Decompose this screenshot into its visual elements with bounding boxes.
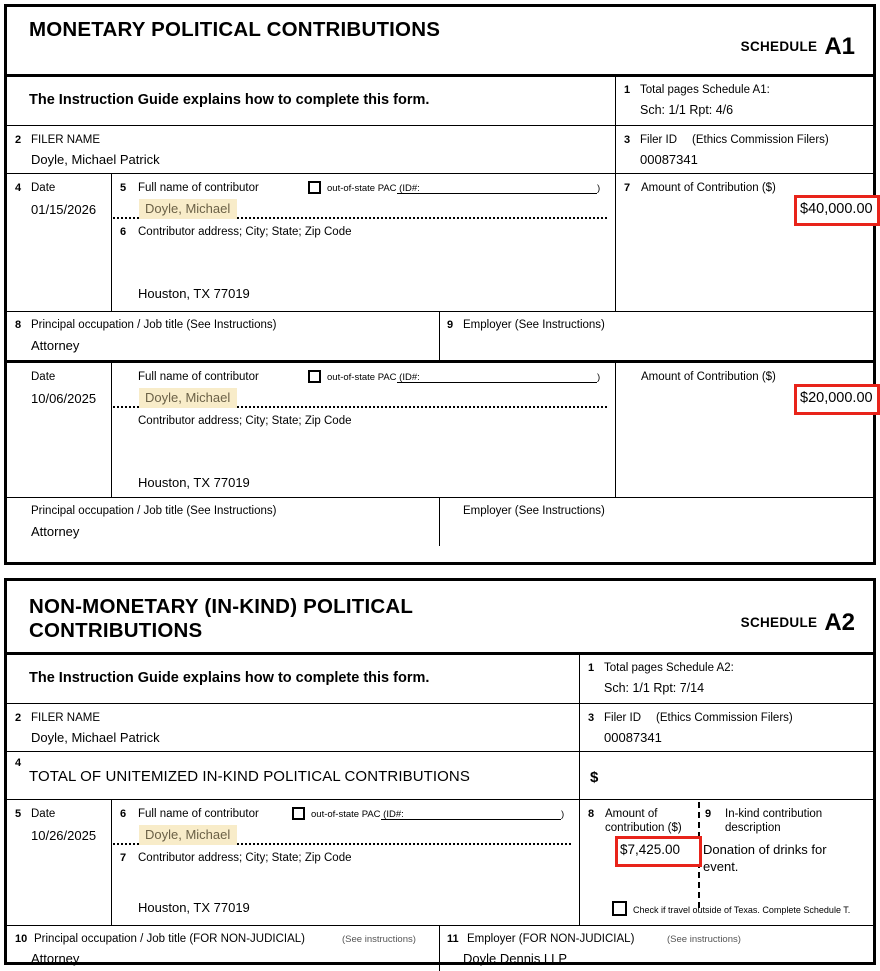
a1-e1-employer-label: Employer (See Instructions) — [463, 319, 605, 331]
a2-e1-travel-outside-texas-checkbox[interactable] — [612, 901, 627, 916]
a2-e1-occupation-note: (See instructions) — [342, 934, 416, 945]
a1-contribution-entry-2 — [7, 360, 873, 498]
a2-total-pages-label: Total pages Schedule A2: — [604, 662, 734, 674]
a1-e1-amount-number: 7 — [624, 182, 631, 194]
a1-e2-pac-close: ) — [597, 372, 601, 383]
a1-filer-name-label: FILER NAME — [31, 134, 101, 146]
a1-schedule-word: SCHEDULE — [740, 39, 818, 54]
a1-e1-address-label: Contributor address; City; State; Zip Code — [138, 226, 352, 238]
a1-e2-out-of-state-pac-checkbox[interactable] — [308, 370, 321, 383]
a2-unitemized-value-cell[interactable] — [579, 752, 873, 799]
a1-e1-pac-label: out-of-state PAC (ID#: — [327, 183, 420, 194]
a1-e2-divider-date — [111, 363, 112, 497]
a2-e1-amount-label-line2: contribution ($) — [605, 822, 682, 834]
a2-e1-amount-value[interactable]: $7,425.00 — [620, 842, 681, 857]
a2-occupation-row — [7, 926, 873, 971]
a2-e1-employer-value[interactable]: Doyle Dennis LLP — [463, 951, 568, 966]
a1-e1-occupation-value[interactable]: Attorney — [31, 338, 80, 353]
a1-e2-pac-id-line[interactable] — [397, 382, 597, 383]
a2-e1-address-number: 7 — [120, 852, 127, 864]
a1-instruction-row — [7, 77, 873, 126]
a2-total-pages-number: 1 — [588, 662, 595, 674]
a2-filer-id-cell — [579, 704, 873, 751]
a2-e1-pac-id-line[interactable] — [381, 819, 561, 820]
a2-e1-inkind-number: 9 — [705, 808, 712, 820]
a1-e2-divider-amount — [615, 363, 616, 497]
a1-title-band — [7, 7, 873, 77]
a2-e1-name-number: 6 — [120, 808, 127, 820]
a2-e1-date-label: Date — [31, 808, 56, 820]
a2-e1-employer-label: Employer (FOR NON-JUDICIAL) — [467, 933, 635, 945]
a1-total-pages-label: Total pages Schedule A1: — [640, 84, 770, 96]
a2-filer-row — [7, 704, 873, 752]
a1-e1-out-of-state-pac-checkbox[interactable] — [308, 181, 321, 194]
a1-e1-contributor-name-text: Doyle, Michael — [139, 199, 237, 219]
a1-e2-contributor-name-text: Doyle, Michael — [139, 388, 237, 408]
a1-e2-address-label: Contributor address; City; State; Zip Code — [138, 415, 352, 427]
a1-e1-date-number: 4 — [15, 182, 22, 194]
a2-e1-employer-number: 11 — [447, 933, 459, 945]
a2-e1-pac-label: out-of-state PAC (ID#: — [311, 809, 404, 820]
a1-filer-row — [7, 126, 873, 174]
a1-e1-occupation-label: Principal occupation / Job title (See Instructions) — [31, 319, 277, 331]
a2-e1-contributor-name[interactable] — [139, 825, 237, 845]
a1-e1-contributor-name[interactable] — [139, 199, 237, 219]
a1-filer-id-note: (Ethics Commission Filers) — [692, 134, 829, 146]
a2-unitemized-number: 4 — [15, 757, 22, 769]
a1-e1-divider-amount — [615, 174, 616, 311]
a2-e1-date-value[interactable]: 10/26/2025 — [31, 828, 97, 843]
a1-schedule-code: A1 — [824, 33, 855, 60]
a2-schedule-code: A2 — [824, 609, 855, 636]
a2-filer-name-label: FILER NAME — [31, 712, 101, 724]
a2-e1-inkind-label-line2: description — [725, 822, 781, 834]
a2-unitemized-label: TOTAL OF UNITEMIZED IN-KIND POLITICAL CONTRIBUTIONS — [29, 768, 470, 785]
a1-e1-pac-id-line[interactable] — [397, 193, 597, 194]
a2-e1-divider-amount — [579, 800, 580, 925]
a1-filer-id-cell — [615, 126, 873, 173]
a2-e1-inkind-description-line1[interactable]: Donation of drinks for — [703, 842, 827, 857]
a2-e1-out-of-state-pac-checkbox[interactable] — [292, 807, 305, 820]
a1-contribution-entry-1 — [7, 174, 873, 312]
a1-e2-date-value[interactable]: 10/06/2025 — [31, 391, 97, 406]
a2-filer-id-label: Filer ID — [604, 712, 642, 724]
a2-occ-divider — [439, 926, 440, 971]
a1-e2-contributor-name[interactable] — [139, 388, 237, 408]
a2-e1-contributor-name-text: Doyle, Michael — [139, 825, 237, 845]
a2-e1-employer-note: (See instructions) — [667, 934, 741, 945]
a1-occ2-divider — [439, 498, 440, 546]
a1-filer-name-number: 2 — [15, 134, 22, 146]
a2-e1-occupation-value[interactable]: Attorney — [31, 951, 80, 966]
a2-schedule-label — [741, 609, 855, 637]
a2-e1-divider-date — [111, 800, 112, 925]
a1-e1-employer-number: 9 — [447, 319, 454, 331]
a1-e2-employer-label: Employer (See Instructions) — [463, 505, 605, 517]
a1-e2-address-value[interactable]: Houston, TX 77019 — [138, 475, 250, 490]
a1-e1-divider-date — [111, 174, 112, 311]
a2-e1-inkind-label-line1: In-kind contribution — [725, 808, 823, 820]
a2-e1-amount-label-line1: Amount of — [605, 808, 658, 820]
a2-filer-name-number: 2 — [15, 712, 22, 724]
a1-e2-name-label: Full name of contributor — [138, 371, 259, 383]
a2-e1-inkind-description-line2[interactable]: event. — [703, 859, 739, 874]
a1-e1-amount-label: Amount of Contribution ($) — [641, 182, 776, 194]
a1-e1-date-value[interactable]: 01/15/2026 — [31, 202, 97, 217]
a1-e1-address-number: 6 — [120, 226, 127, 238]
schedule-a2 — [4, 578, 876, 965]
a1-total-pages-number: 1 — [624, 84, 631, 96]
a1-instruction-text: The Instruction Guide explains how to complete this form. — [29, 92, 430, 108]
a1-form-title: MONETARY POLITICAL CONTRIBUTIONS — [29, 18, 441, 41]
a2-e1-amount-number: 8 — [588, 808, 595, 820]
a1-occupation-row-1 — [7, 312, 873, 360]
a2-instruction-row — [7, 655, 873, 704]
a2-schedule-word: SCHEDULE — [740, 615, 818, 630]
a1-e1-name-label: Full name of contributor — [138, 182, 259, 194]
a2-e1-occupation-number: 10 — [15, 933, 28, 945]
a1-e2-pac-label: out-of-state PAC (ID#: — [327, 372, 420, 383]
a2-e1-address-value[interactable]: Houston, TX 77019 — [138, 900, 250, 915]
a1-e2-amount-label: Amount of Contribution ($) — [641, 371, 776, 383]
a2-unitemized-currency: $ — [590, 769, 599, 786]
a2-total-pages-value: Sch: 1/1 Rpt: 7/14 — [604, 681, 705, 695]
a2-e1-occupation-label: Principal occupation / Job title (FOR NON-JUDICIAL) — [34, 933, 305, 945]
a1-filer-id-label: Filer ID — [640, 134, 678, 146]
a2-filer-id-note: (Ethics Commission Filers) — [656, 712, 793, 724]
a2-unitemized-total-row — [7, 752, 873, 800]
a2-total-pages-cell — [579, 655, 873, 703]
a2-e1-date-number: 5 — [15, 808, 22, 820]
a2-e1-travel-label: Check if travel outside of Texas. Complete Schedule T. — [633, 905, 851, 915]
a1-e2-occupation-label: Principal occupation / Job title (See Instructions) — [31, 505, 277, 517]
a1-e2-date-label: Date — [31, 371, 56, 383]
a1-occ1-divider — [439, 312, 440, 360]
a1-e1-amount-value[interactable]: $40,000.00 — [800, 201, 873, 217]
a2-title-band — [7, 581, 873, 655]
a1-schedule-label — [741, 33, 855, 61]
a1-total-pages-cell — [615, 77, 873, 125]
a2-filer-id-value: 00087341 — [604, 730, 662, 745]
a1-e1-pac-close: ) — [597, 183, 601, 194]
a2-e1-address-label: Contributor address; City; State; Zip Code — [138, 852, 352, 864]
a1-e1-name-number: 5 — [120, 182, 127, 194]
a1-e1-date-label: Date — [31, 182, 56, 194]
a1-e1-occupation-number: 8 — [15, 319, 22, 331]
a1-filer-id-value: 00087341 — [640, 152, 698, 167]
a1-filer-name-value: Doyle, Michael Patrick — [31, 152, 160, 167]
a1-e2-amount-value[interactable]: $20,000.00 — [800, 390, 873, 406]
a2-filer-id-number: 3 — [588, 712, 595, 724]
a2-e1-pac-close: ) — [561, 809, 565, 820]
a1-occupation-row-2 — [7, 498, 873, 546]
a2-instruction-text: The Instruction Guide explains how to complete this form. — [29, 670, 430, 686]
a2-filer-name-value: Doyle, Michael Patrick — [31, 730, 160, 745]
a1-e1-address-value[interactable]: Houston, TX 77019 — [138, 286, 250, 301]
a1-total-pages-value: Sch: 1/1 Rpt: 4/6 — [640, 103, 734, 117]
schedule-a1 — [4, 4, 876, 565]
a2-e1-name-label: Full name of contributor — [138, 808, 259, 820]
a2-form-title: NON-MONETARY (IN-KIND) POLITICAL CONTRIBUTIONS — [29, 595, 413, 643]
a1-e2-occupation-value[interactable]: Attorney — [31, 524, 80, 539]
a1-filer-id-number: 3 — [624, 134, 631, 146]
a2-contribution-entry-1 — [7, 800, 873, 926]
